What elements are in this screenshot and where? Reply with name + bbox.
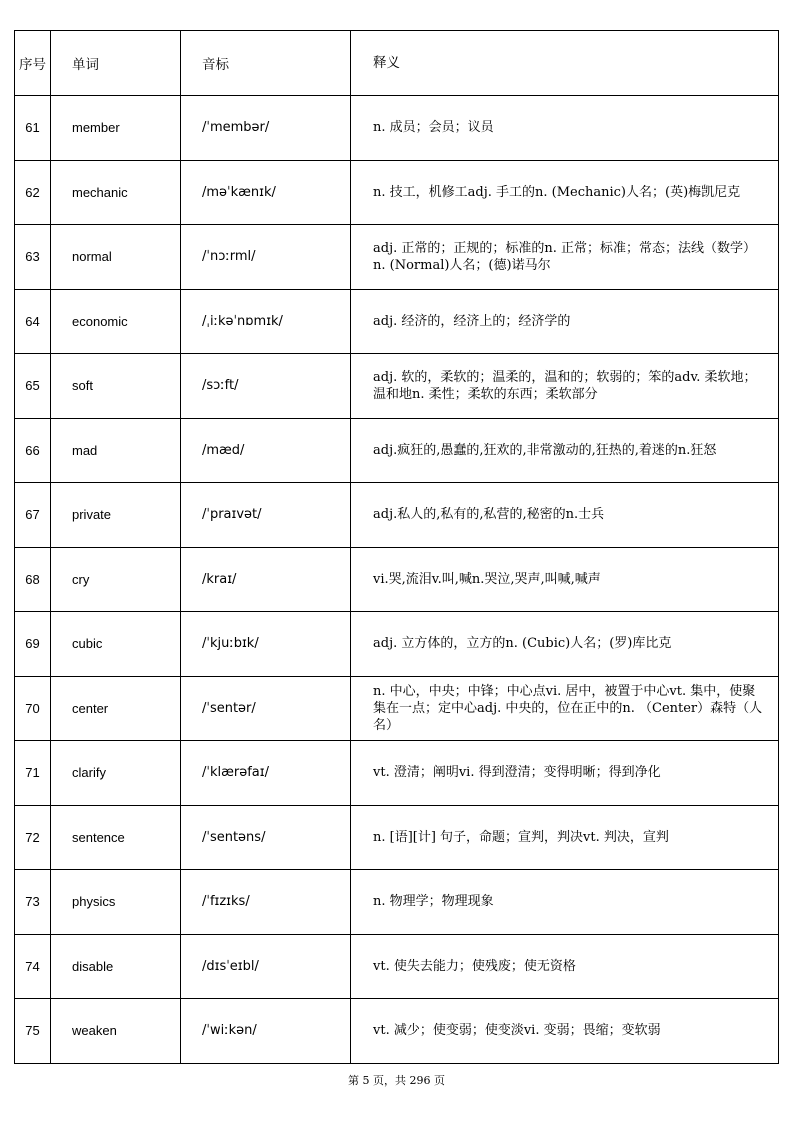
- vocabulary-table: [14, 30, 779, 1064]
- table-row: [15, 805, 779, 870]
- row-number: 62: [15, 160, 51, 225]
- row-definition: adj. 立方体的，立方的n. (Cubic)人名；(罗)库比克: [351, 612, 779, 677]
- row-word: cry: [51, 547, 181, 612]
- table-row: [15, 612, 779, 677]
- row-phonetic: /ˈsentər/: [181, 676, 351, 741]
- row-definition: adj. 软的，柔软的；温柔的，温和的；软弱的；笨的adv. 柔软地；温和地n. 柔性；柔软的东西；柔软部分: [351, 354, 779, 419]
- row-phonetic: /ˈpraɪvət/: [181, 483, 351, 548]
- row-definition: n. 技工，机修工adj. 手工的n. (Mechanic)人名；(英)梅凯尼克: [351, 160, 779, 225]
- table-row: [15, 289, 779, 354]
- header-definition: 释义: [351, 31, 779, 96]
- row-number: 65: [15, 354, 51, 419]
- row-word: mechanic: [51, 160, 181, 225]
- row-phonetic: /ˈkjuːbɪk/: [181, 612, 351, 677]
- row-word: disable: [51, 934, 181, 999]
- table-row: [15, 418, 779, 483]
- row-definition: n. 成员；会员；议员: [351, 96, 779, 161]
- row-number: 73: [15, 870, 51, 935]
- table-row: [15, 96, 779, 161]
- row-definition: vi.哭,流泪v.叫,喊n.哭泣,哭声,叫喊,喊声: [351, 547, 779, 612]
- row-phonetic: /məˈkænɪk/: [181, 160, 351, 225]
- table-row: [15, 741, 779, 806]
- row-definition: adj.私人的,私有的,私营的,秘密的n.士兵: [351, 483, 779, 548]
- table-row: [15, 676, 779, 741]
- row-word: private: [51, 483, 181, 548]
- table-row: [15, 483, 779, 548]
- row-phonetic: /mæd/: [181, 418, 351, 483]
- table-row: [15, 160, 779, 225]
- row-number: 63: [15, 225, 51, 290]
- table-row: [15, 225, 779, 290]
- row-definition: n. [语][计] 句子，命题；宣判，判决vt. 判决，宣判: [351, 805, 779, 870]
- row-word: cubic: [51, 612, 181, 677]
- page-footer: 第 5 页，共 296 页: [348, 1074, 445, 1087]
- table-row: [15, 934, 779, 999]
- header-number: 序号: [15, 31, 51, 96]
- row-phonetic: /ˈwiːkən/: [181, 999, 351, 1064]
- row-word: weaken: [51, 999, 181, 1064]
- table-row: [15, 547, 779, 612]
- row-phonetic: /ˈsentəns/: [181, 805, 351, 870]
- row-number: 61: [15, 96, 51, 161]
- row-definition: vt. 使失去能力；使残废；使无资格: [351, 934, 779, 999]
- row-definition: adj.疯狂的,愚蠢的,狂欢的,非常激动的,狂热的,着迷的n.狂怒: [351, 418, 779, 483]
- row-word: mad: [51, 418, 181, 483]
- row-number: 71: [15, 741, 51, 806]
- row-word: physics: [51, 870, 181, 935]
- row-phonetic: /dɪsˈeɪbl/: [181, 934, 351, 999]
- row-number: 75: [15, 999, 51, 1064]
- table-row: [15, 870, 779, 935]
- row-phonetic: /ˈnɔːrml/: [181, 225, 351, 290]
- row-number: 66: [15, 418, 51, 483]
- row-phonetic: /ˌiːkəˈnɒmɪk/: [181, 289, 351, 354]
- row-definition: vt. 减少；使变弱；使变淡vi. 变弱；畏缩；变软弱: [351, 999, 779, 1064]
- table-row: [15, 354, 779, 419]
- row-phonetic: /ˈfɪzɪks/: [181, 870, 351, 935]
- row-word: clarify: [51, 741, 181, 806]
- header-word: 单词: [51, 31, 181, 96]
- header-phonetic: 音标: [181, 31, 351, 96]
- row-number: 64: [15, 289, 51, 354]
- table-row: [15, 999, 779, 1064]
- row-number: 69: [15, 612, 51, 677]
- row-phonetic: /kraɪ/: [181, 547, 351, 612]
- row-word: sentence: [51, 805, 181, 870]
- row-definition: n. 物理学；物理现象: [351, 870, 779, 935]
- row-word: soft: [51, 354, 181, 419]
- row-definition: vt. 澄清；阐明vi. 得到澄清；变得明晰；得到净化: [351, 741, 779, 806]
- row-definition: adj. 正常的；正规的；标准的n. 正常；标准；常态；法线（数学）n. (Normal)人名；(德)诺马尔: [351, 225, 779, 290]
- row-word: member: [51, 96, 181, 161]
- row-definition: adj. 经济的，经济上的；经济学的: [351, 289, 779, 354]
- row-phonetic: /ˈklærəfaɪ/: [181, 741, 351, 806]
- row-phonetic: /sɔːft/: [181, 354, 351, 419]
- row-word: economic: [51, 289, 181, 354]
- row-number: 70: [15, 676, 51, 741]
- row-definition: n. 中心，中央；中锋；中心点vi. 居中，被置于中心vt. 集中，使聚集在一点；定中心adj. 中央的，位在正中的n. （Center）森特（人名）: [351, 676, 779, 741]
- row-phonetic: /ˈmembər/: [181, 96, 351, 161]
- row-number: 72: [15, 805, 51, 870]
- row-word: normal: [51, 225, 181, 290]
- row-number: 68: [15, 547, 51, 612]
- row-word: center: [51, 676, 181, 741]
- table-header-row: [15, 31, 779, 96]
- row-number: 67: [15, 483, 51, 548]
- row-number: 74: [15, 934, 51, 999]
